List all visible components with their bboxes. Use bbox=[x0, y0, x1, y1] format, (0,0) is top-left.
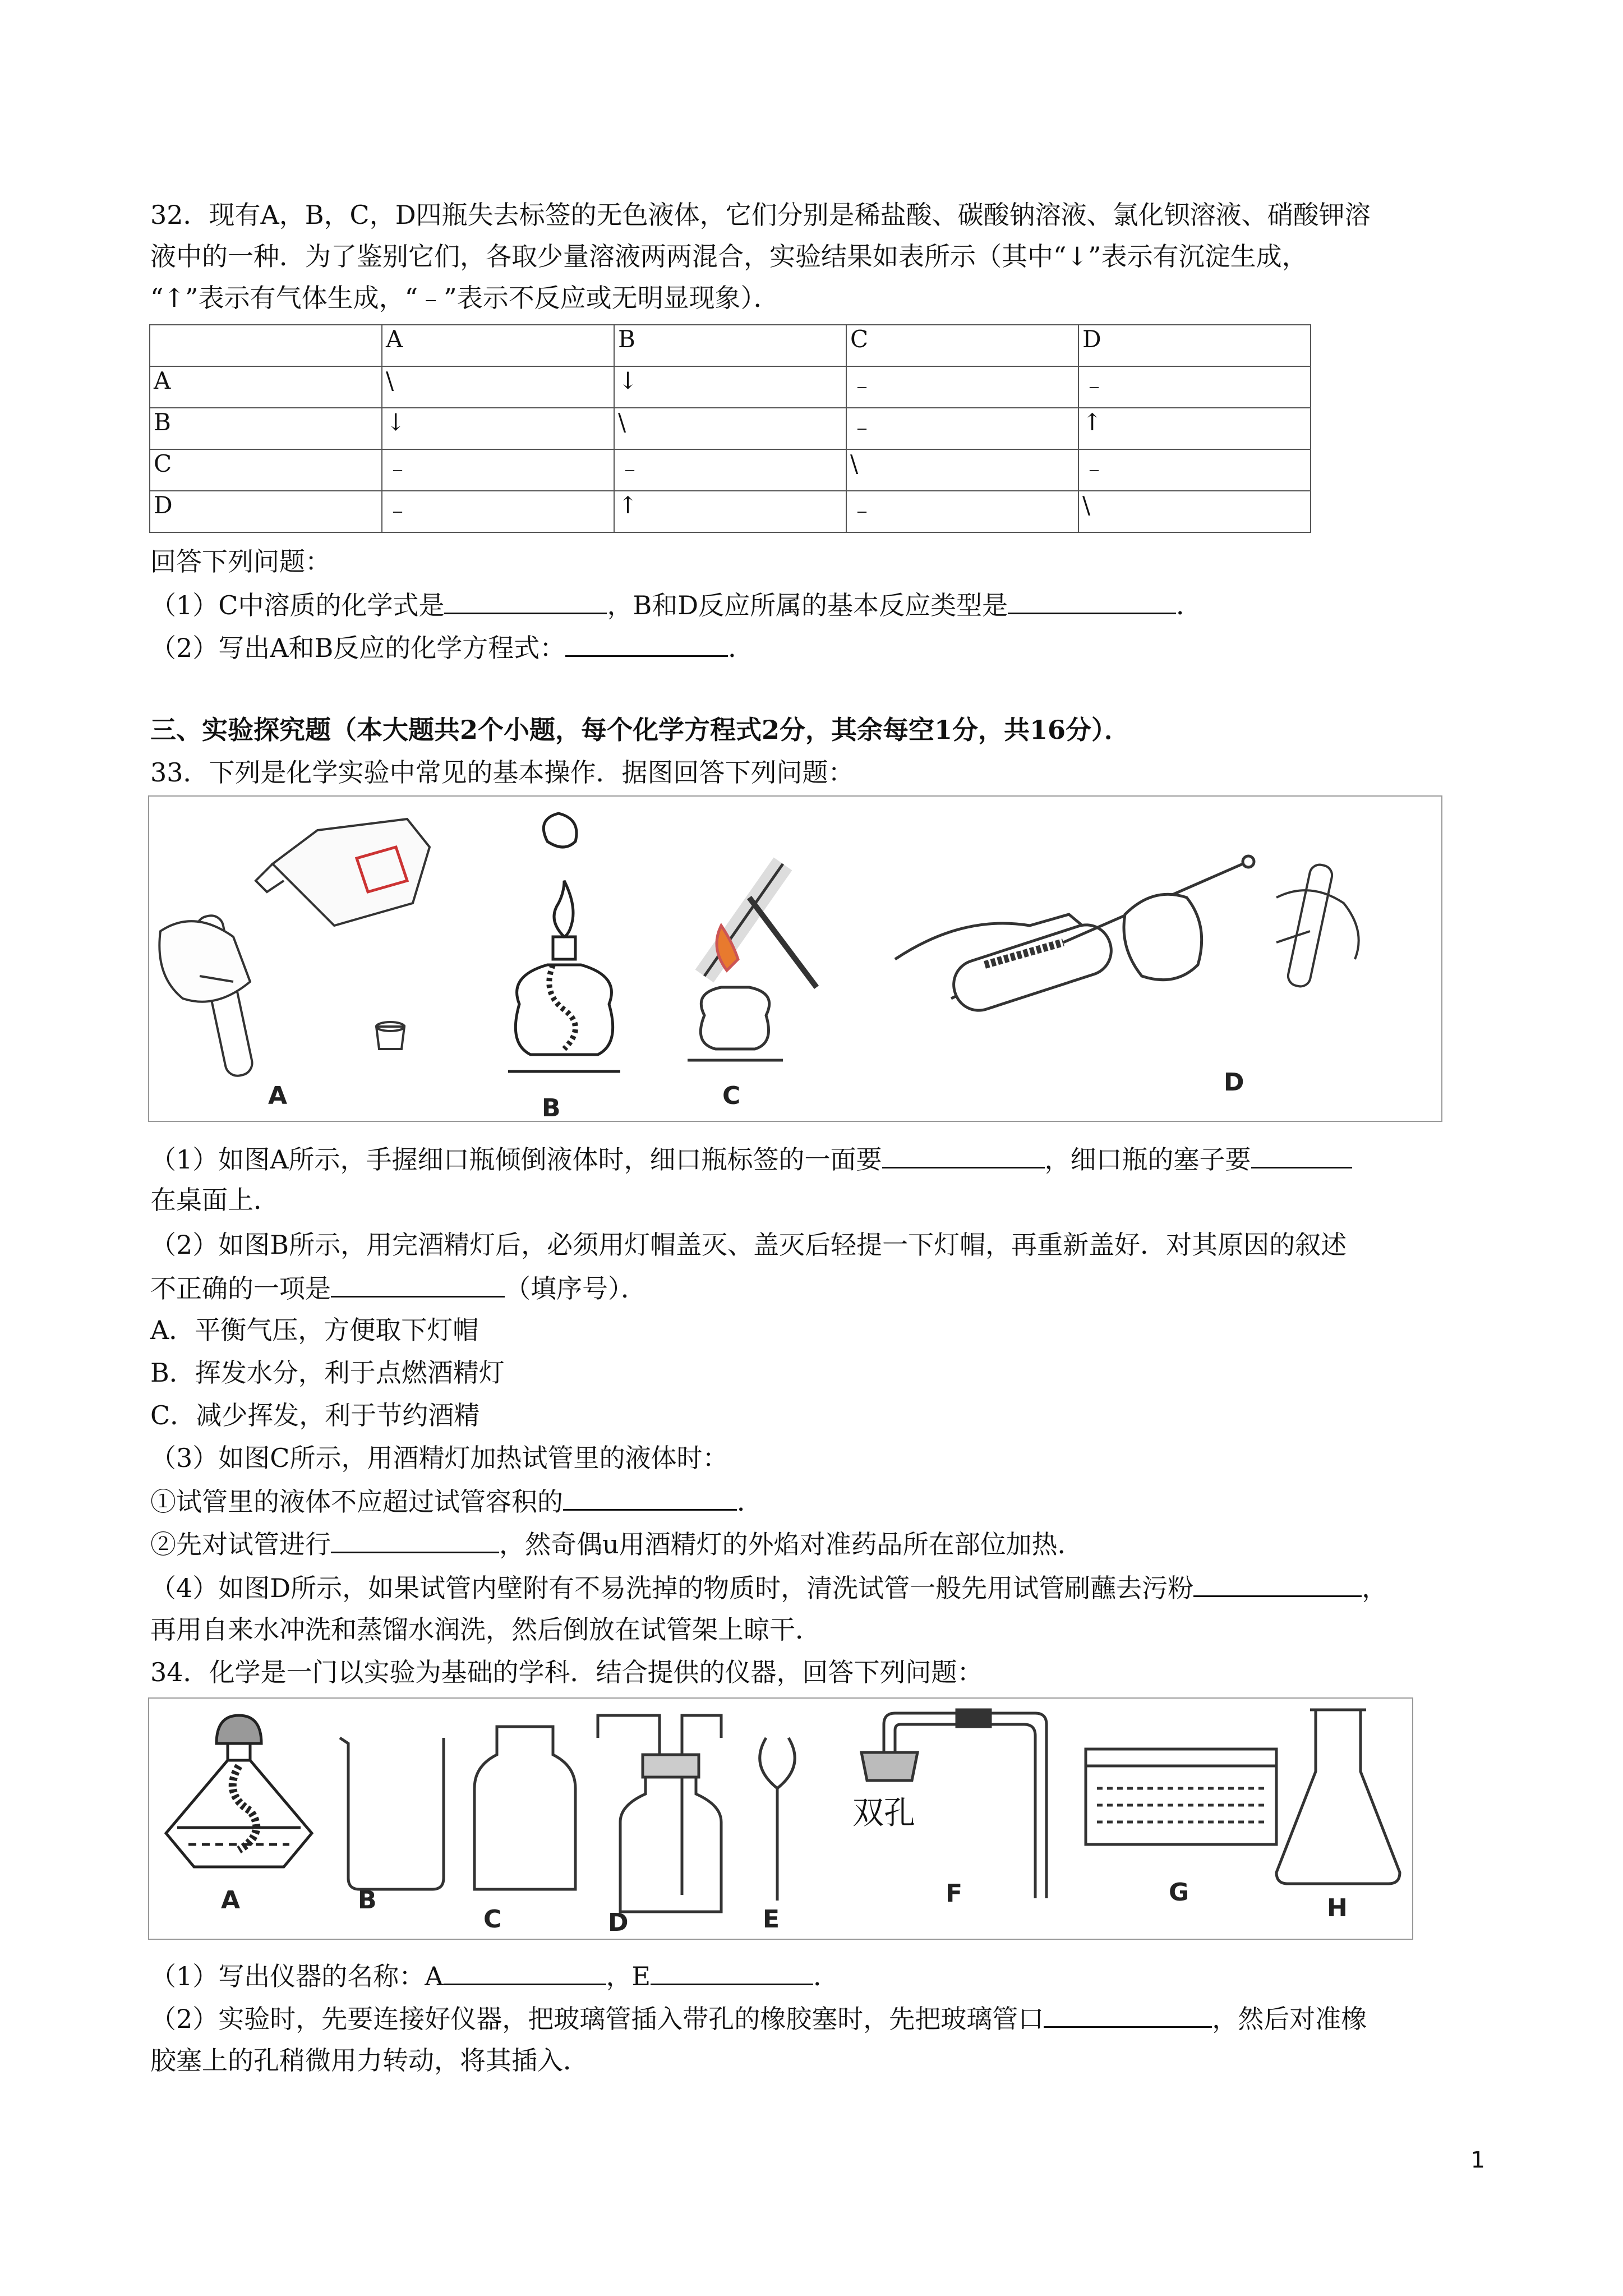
q32-line-1: 32．现有A，B，C，D四瓶失去标签的无色液体，它们分别是稀盐酸、碳酸钠溶液、氯化钡溶液、硝酸钾溶 bbox=[150, 200, 1371, 230]
q32-sub2-text-a: （2）写出A和B反应的化学方程式： bbox=[150, 633, 566, 663]
bottle-stopper-illustration bbox=[368, 1015, 413, 1060]
alcohol-lamp-instrument bbox=[155, 1710, 323, 1895]
answer-blank[interactable] bbox=[1193, 1570, 1362, 1597]
q33-s3-1 bbox=[150, 1483, 763, 1519]
q33-s3-2 bbox=[150, 1526, 1083, 1562]
answer-blank[interactable] bbox=[565, 629, 728, 657]
gas-jar-instrument bbox=[463, 1721, 587, 1906]
q34-s2 bbox=[150, 2000, 1367, 2036]
q33-s4-text-a: （4）如图D所示，如果试管内壁附有不易洗掉的物质时，清洗试管一般先用试管刷蘸去污粉 bbox=[150, 1573, 1194, 1603]
table-cell: D bbox=[150, 491, 382, 532]
q33-s1-cont: 在桌面上． bbox=[150, 1185, 279, 1215]
table-header-row bbox=[150, 325, 1311, 366]
table-cell: C bbox=[150, 449, 382, 491]
q33-s2-line: （2）如图B所示，用完酒精灯后，必须用灯帽盖灭、盖灭后轻提一下灯帽，再重新盖好．对其原因的叙述 bbox=[150, 1230, 1347, 1260]
conical-flask-instrument bbox=[1271, 1704, 1405, 1895]
q34-intro: 34．化学是一门以实验为基础的学科．结合提供的仪器，回答下列问题： bbox=[150, 1657, 983, 1687]
answer-blank[interactable] bbox=[444, 587, 607, 614]
figure-label-c: C bbox=[722, 1082, 741, 1110]
instrument-label-f: F bbox=[946, 1879, 963, 1908]
instrument-label-d: D bbox=[608, 1908, 629, 1937]
water-trough-instrument bbox=[1080, 1743, 1282, 1867]
figure-label-b: B bbox=[542, 1094, 561, 1122]
table-header-cell: B bbox=[614, 325, 846, 366]
table-row bbox=[150, 449, 1311, 491]
instrument-label-c: C bbox=[483, 1905, 502, 1934]
q33-s3: （3）如图C所示，用酒精灯加热试管里的液体时： bbox=[150, 1443, 728, 1473]
q32-sub1-text-b: ，B和D反应所属的基本反应类型是 bbox=[607, 590, 1008, 620]
q32-line-3: “↑”表示有气体生成，“﹣”表示不反应或无明显现象）． bbox=[150, 283, 780, 313]
table-header-cell: D bbox=[1078, 325, 1311, 366]
table-row bbox=[150, 366, 1311, 408]
q33-option-c: C．减少挥发，利于节约酒精 bbox=[150, 1400, 480, 1430]
table-cell: ﹣ bbox=[614, 449, 846, 491]
table-cell: A bbox=[150, 366, 382, 408]
answer-blank[interactable] bbox=[882, 1141, 1045, 1168]
table-cell: ↓ bbox=[382, 408, 614, 449]
q33-figure bbox=[148, 795, 1442, 1122]
q33-s3-1-text-b: ． bbox=[737, 1487, 763, 1517]
table-cell: ﹣ bbox=[1078, 449, 1311, 491]
page-number: 1 bbox=[1470, 2147, 1485, 2173]
instrument-label-a: A bbox=[221, 1886, 241, 1915]
q34-s2-text-b: ，然后对准橡 bbox=[1212, 2004, 1367, 2034]
q32-sub1-text-c: ． bbox=[1176, 590, 1202, 620]
q33-s2-text-c: （填序号）． bbox=[505, 1273, 647, 1304]
answer-blank[interactable] bbox=[331, 1526, 499, 1553]
q33-s4-text-b: ， bbox=[1362, 1573, 1388, 1603]
q32-answer-prompt: 回答下列问题： bbox=[150, 546, 331, 577]
q34-s1-text-a: （1）写出仪器的名称：A bbox=[150, 1961, 444, 1991]
table-cell: ↑ bbox=[1078, 408, 1311, 449]
q34-s2-text-a: （2）实验时，先要连接好仪器，把玻璃管插入带孔的橡胶塞时，先把玻璃管口 bbox=[150, 2004, 1044, 2034]
instrument-label-g: G bbox=[1169, 1878, 1189, 1907]
answer-blank[interactable] bbox=[444, 1958, 606, 1985]
answer-blank[interactable] bbox=[331, 1270, 505, 1297]
answer-blank[interactable] bbox=[1251, 1141, 1352, 1168]
q33-s1-text-a: （1）如图A所示，手握细口瓶倾倒液体时，细口瓶标签的一面要 bbox=[150, 1144, 882, 1175]
table-header-cell: C bbox=[846, 325, 1078, 366]
table-cell: \ bbox=[382, 366, 614, 408]
beaker-instrument bbox=[334, 1732, 458, 1901]
heating-test-tube-illustration bbox=[671, 830, 839, 1111]
q33-s4-cont: 再用自来水冲洗和蒸馏水润洗，然后倒放在试管架上晾干． bbox=[150, 1614, 821, 1645]
q34-s1 bbox=[150, 1958, 839, 1994]
table-cell: ﹣ bbox=[846, 491, 1078, 532]
q33-s3-1-text-a: ①试管里的液体不应超过试管容积的 bbox=[150, 1487, 563, 1517]
q32-sub2 bbox=[150, 629, 754, 665]
table-cell: \ bbox=[614, 408, 846, 449]
alcohol-lamp-illustration bbox=[486, 808, 643, 1111]
q33-s1 bbox=[150, 1141, 1352, 1177]
q33-s3-2-text-a: ②先对试管进行 bbox=[150, 1529, 331, 1559]
answer-blank[interactable] bbox=[651, 1958, 813, 1985]
q33-s1-text-b: ，细口瓶的塞子要 bbox=[1044, 1144, 1251, 1175]
q33-s4 bbox=[150, 1570, 1387, 1605]
q33-s3-2-text-b: ，然奇偶u用酒精灯的外焰对准药品所在部位加热． bbox=[499, 1529, 1083, 1559]
q32-sub1-text-a: （1）C中溶质的化学式是 bbox=[150, 590, 445, 620]
instrument-label-e: E bbox=[763, 1905, 780, 1934]
table-cell: \ bbox=[846, 449, 1078, 491]
q33-option-b: B．挥发水分，利于点燃酒精灯 bbox=[150, 1358, 505, 1388]
long-neck-funnel-instrument bbox=[749, 1732, 817, 1917]
table-cell: ﹣ bbox=[382, 449, 614, 491]
q33-option-a: A．平衡气压，方便取下灯帽 bbox=[150, 1315, 479, 1345]
table-cell: ﹣ bbox=[1078, 366, 1311, 408]
answer-blank[interactable] bbox=[1044, 2000, 1212, 2028]
q34-s1-text-b: ，E bbox=[606, 1961, 651, 1991]
q34-s2-cont: 胶塞上的孔稍微用力转动，将其插入． bbox=[150, 2045, 589, 2076]
table-cell: ﹣ bbox=[846, 366, 1078, 408]
table-cell: ﹣ bbox=[846, 408, 1078, 449]
q32-sub2-text-b: ． bbox=[728, 633, 754, 663]
q34-figure bbox=[148, 1697, 1413, 1940]
instrument-label-two-hole: 双孔 bbox=[852, 1795, 915, 1832]
q33-intro: 33．下列是化学实验中常见的基本操作．据图回答下列问题： bbox=[150, 757, 854, 788]
instrument-label-h: H bbox=[1327, 1894, 1348, 1922]
table-cell: ↑ bbox=[614, 491, 846, 532]
table-header-cell bbox=[150, 325, 382, 366]
table-header-cell: A bbox=[382, 325, 614, 366]
answer-blank[interactable] bbox=[563, 1483, 737, 1511]
q32-line-2: 液中的一种．为了鉴别它们，各取少量溶液两两混合，实验结果如表所示（其中“↓”表示有沉淀生成， bbox=[150, 241, 1308, 272]
answer-blank[interactable] bbox=[1008, 587, 1176, 614]
table-row bbox=[150, 491, 1311, 532]
gas-washing-bottle-instrument bbox=[592, 1704, 732, 1917]
q34-s1-text-c: ． bbox=[813, 1961, 840, 1991]
q33-s2-text-b: 不正确的一项是 bbox=[150, 1273, 331, 1304]
table-cell: ↓ bbox=[614, 366, 846, 408]
table-row bbox=[150, 408, 1311, 449]
brushing-test-tube-illustration bbox=[884, 830, 1366, 1066]
table-cell: \ bbox=[1078, 491, 1311, 532]
pouring-liquid-illustration bbox=[149, 797, 463, 1111]
instrument-label-b: B bbox=[358, 1886, 377, 1915]
q32-sub1 bbox=[150, 587, 1202, 623]
table-cell: ﹣ bbox=[382, 491, 614, 532]
figure-label-d: D bbox=[1224, 1068, 1244, 1097]
reaction-table bbox=[149, 324, 1311, 533]
section-3-title: 三、实验探究题（本大题共2个小题，每个化学方程式2分，其余每空1分，共16分）． bbox=[150, 715, 1131, 745]
q33-s2 bbox=[150, 1270, 647, 1306]
table-cell: B bbox=[150, 408, 382, 449]
figure-label-a: A bbox=[268, 1082, 288, 1110]
